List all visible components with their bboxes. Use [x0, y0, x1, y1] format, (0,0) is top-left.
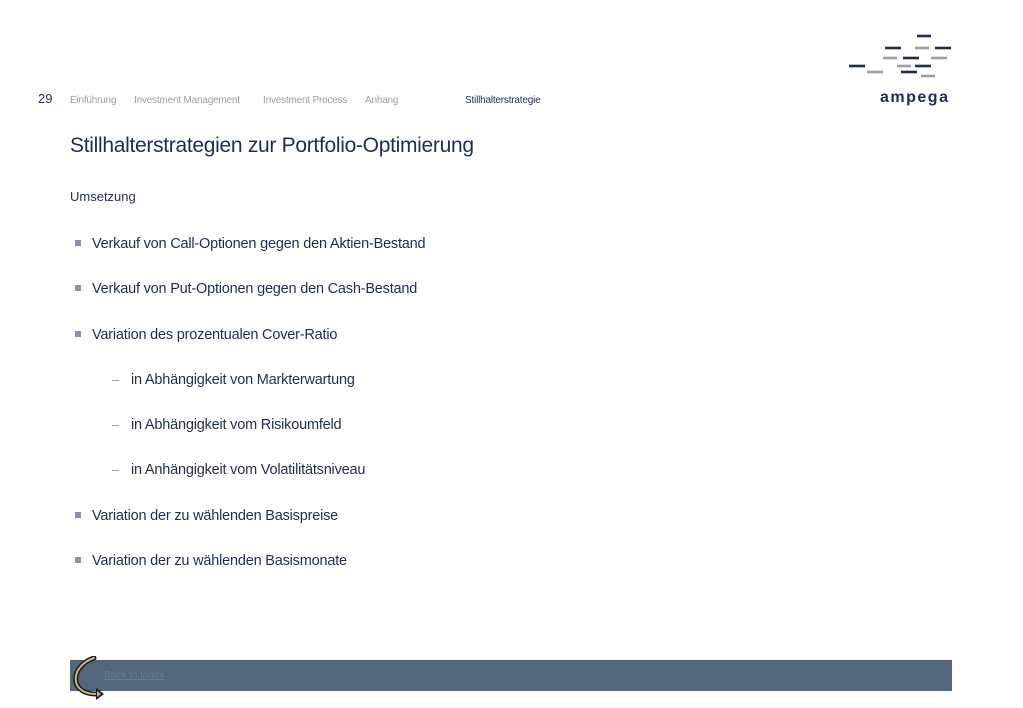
footer-bar [70, 660, 952, 691]
list-item [92, 281, 417, 297]
bullet-dash-icon: – [112, 462, 120, 477]
list-item-text: in Anhängigkeit vom Volatilitätsniveau [131, 462, 366, 478]
bullet-square-icon [75, 512, 81, 518]
bullet-square-icon [75, 331, 81, 337]
page-number: 29 [38, 91, 53, 106]
back-to-index-link[interactable]: Back to Index [104, 670, 165, 681]
bullet-square-icon [75, 240, 81, 246]
list-item [92, 553, 347, 569]
bullet-dash-icon: – [112, 372, 120, 387]
list-item-text: Variation der zu wählenden Basismonate [92, 553, 347, 569]
list-item-text: Variation der zu wählenden Basispreise [92, 508, 339, 524]
page-subtitle: Umsetzung [70, 189, 136, 204]
list-item-text: Verkauf von Call-Optionen gegen den Aktien-Bestand [92, 236, 426, 252]
list-item-text: in Abhängigkeit von Markterwartung [131, 372, 355, 388]
list-item [92, 508, 338, 524]
back-arrow-icon[interactable] [70, 656, 106, 702]
list-item [112, 462, 366, 478]
bullet-square-icon [75, 285, 81, 291]
list-item [112, 372, 355, 388]
list-item [112, 417, 342, 433]
bullet-square-icon [75, 557, 81, 563]
list-item-text: Verkauf von Put-Optionen gegen den Cash-Bestand [92, 281, 418, 297]
nav-item-investment-management[interactable]: Investment Management [134, 95, 240, 106]
nav-item-einfuehrung[interactable]: Einführung [70, 95, 117, 106]
list-item-text: in Abhängigkeit vom Risikoumfeld [131, 417, 342, 433]
list-item [92, 236, 425, 252]
page-title: Stillhalterstrategien zur Portfolio-Optimierung [70, 134, 474, 157]
list-item [92, 327, 337, 343]
nav-item-anhang[interactable]: Anhang [365, 95, 399, 106]
nav-item-investment-process[interactable]: Investment Process [263, 95, 348, 106]
list-item-text: Variation des prozentualen Cover-Ratio [92, 327, 338, 343]
nav-item-stillhalterstrategie[interactable]: Stillhalterstrategie [465, 95, 541, 106]
ampega-logo-text: ampega [880, 89, 950, 106]
bullet-dash-icon: – [112, 417, 120, 432]
